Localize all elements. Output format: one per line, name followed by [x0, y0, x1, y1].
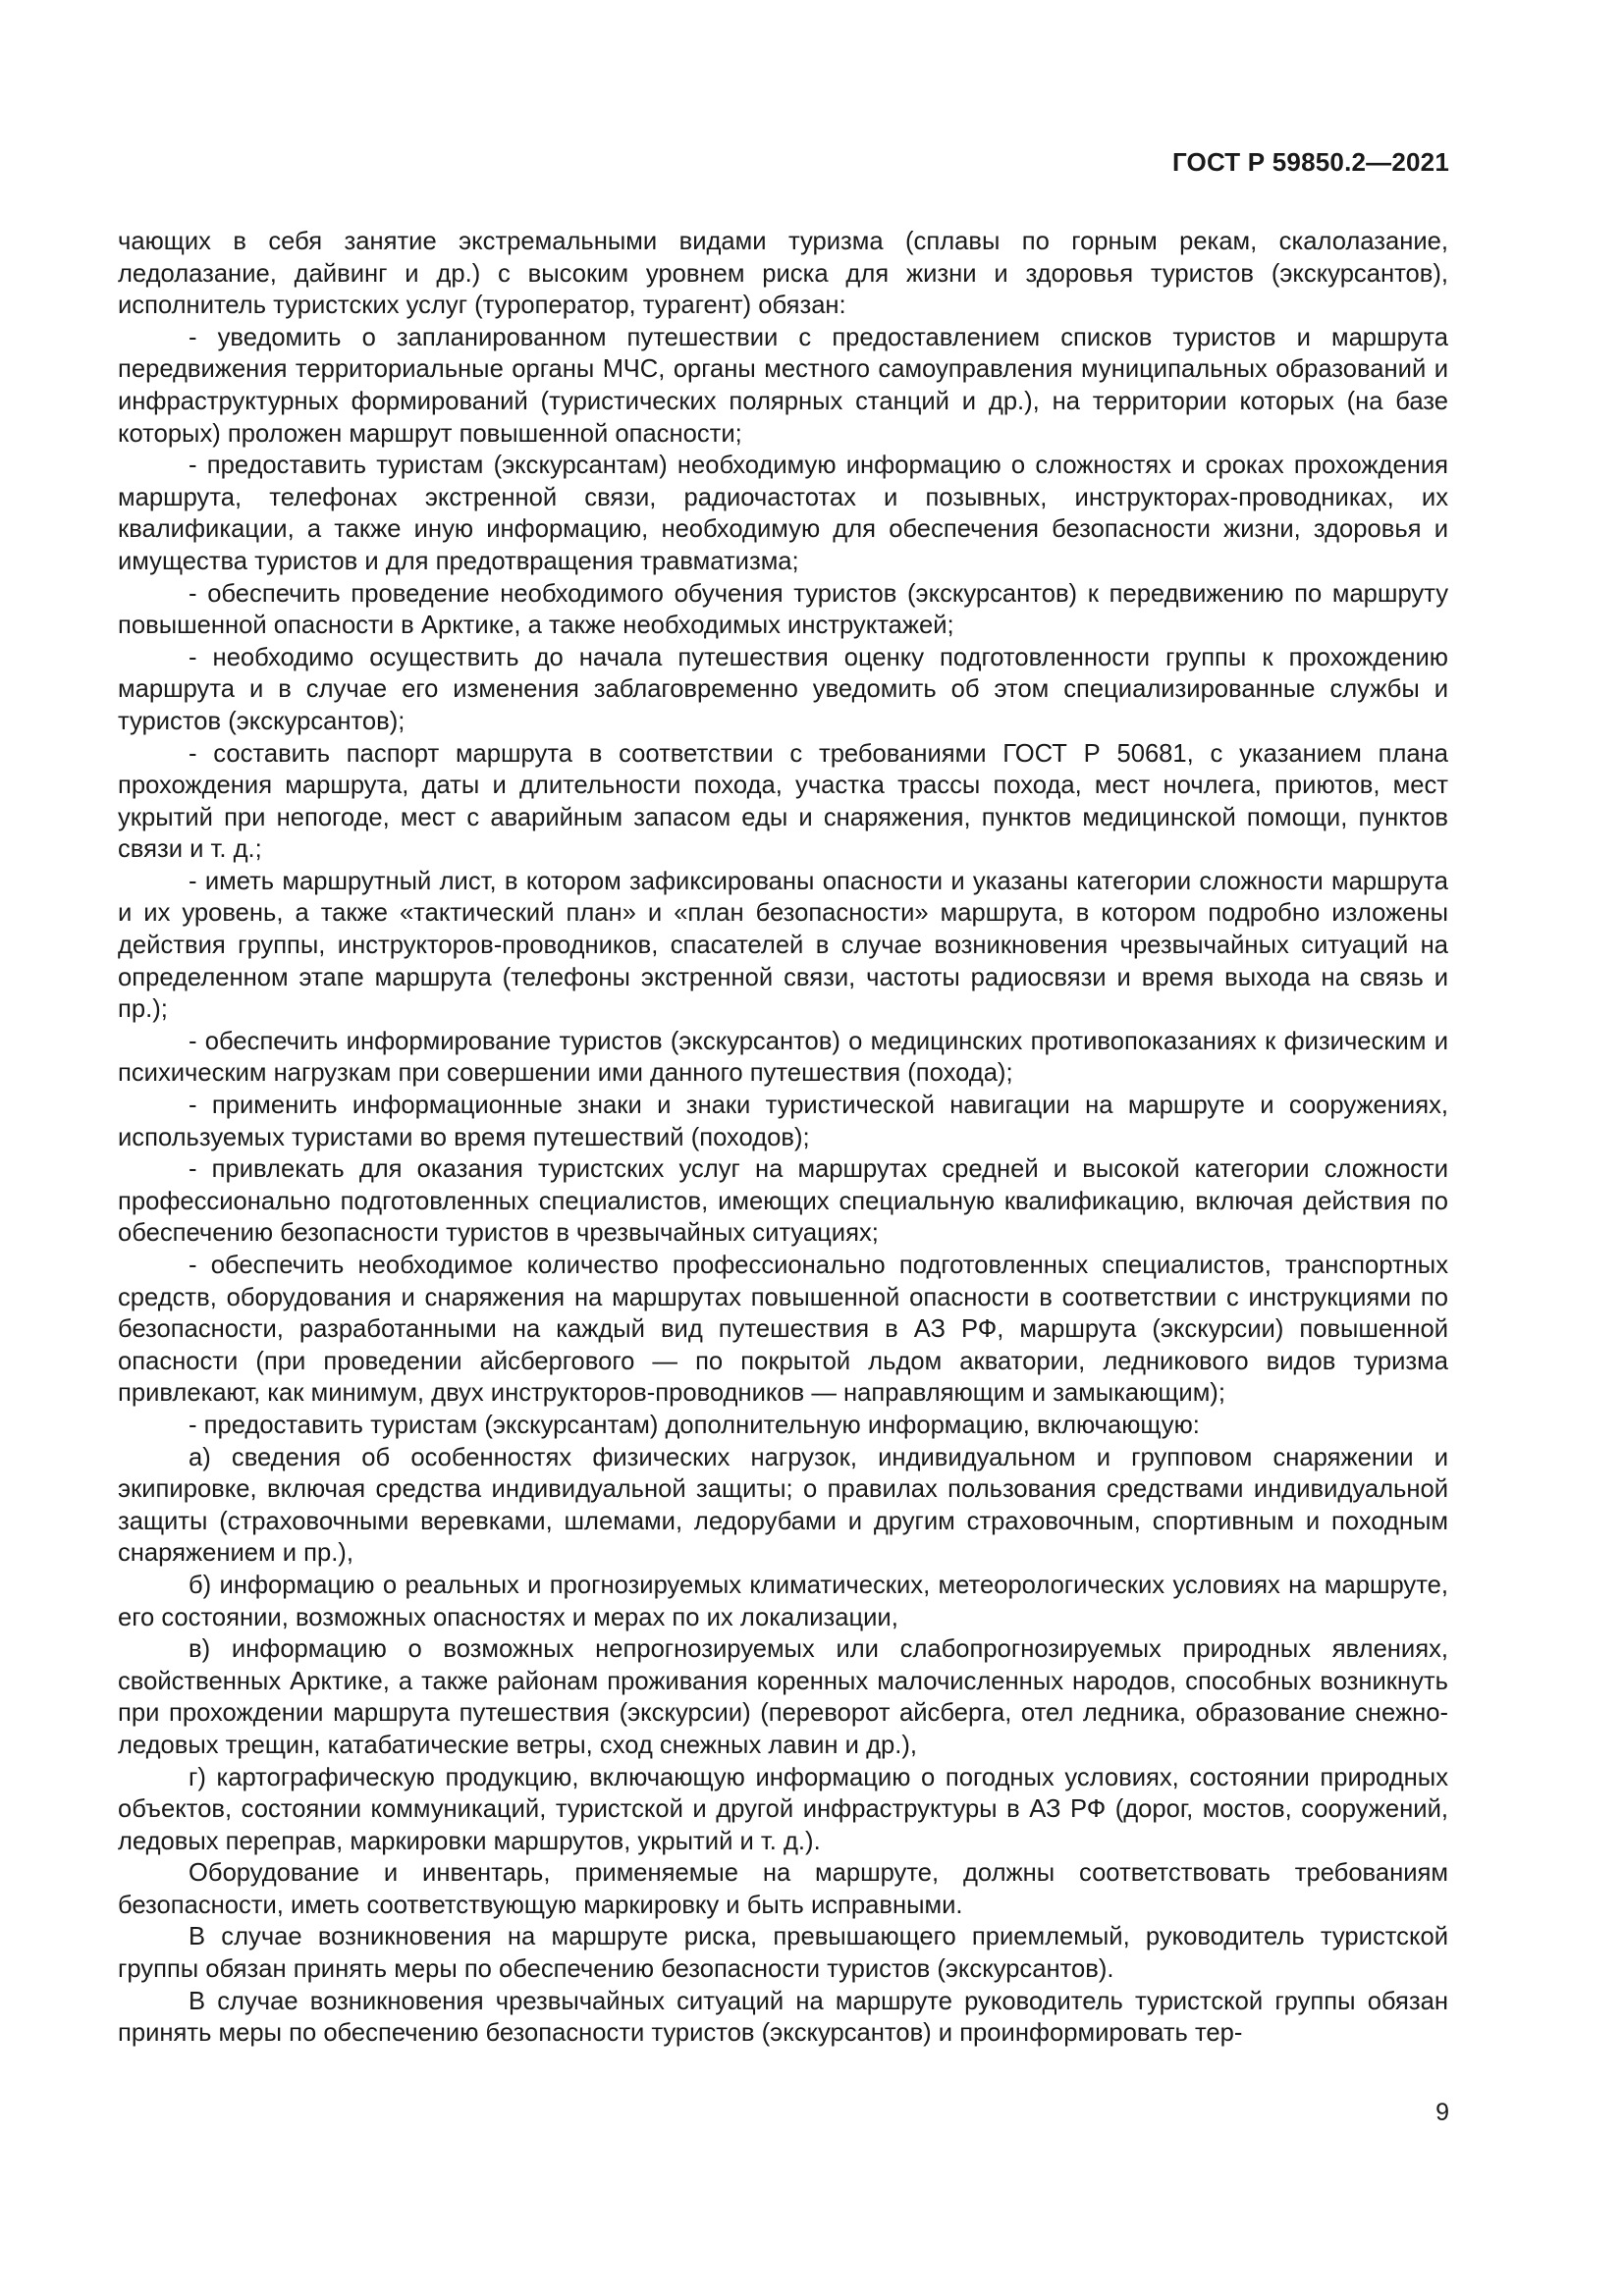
paragraph: В случае возникновения на маршруте риска, превышающего приемлемый, руководитель туристской группы обязан принять меры по обеспечению безопасности туристов (экскурсантов).: [118, 1923, 1448, 1984]
list-item: - предоставить туристам (экскурсантам) дополнительную информацию, включающую:: [189, 1411, 1200, 1439]
page-number: 9: [1435, 2099, 1449, 2126]
list-item: - иметь маршрутный лист, в котором зафиксированы опасности и указаны категории сложности маршрута и их уровень, а также «тактический план» и «план безопасности» маршрута, в котором подробно изложены действия группы, инструкторов-проводников, спасателей в случае возникновения чрезвычайных ситуаций на определенном этапе маршрута (телефоны экстренной связи, частоты радиосвязи и время выхода на связь и пр.);: [118, 867, 1448, 1024]
sub-list-item: в) информацию о возможных непрогнозируемых или слабопрогнозируемых природных явлениях, свойственных Арктике, а также районам проживания коренных малочисленных народов, способных возникнуть при прохождении маршрута путешествия (экскурсии) (переворот айсберга, отел ледника, образование снежно-ледовых трещин, катабатические ветры, сход снежных лавин и др.),: [118, 1635, 1448, 1759]
sub-list-item: г) картографическую продукцию, включающую информацию о погодных условиях, состоянии природных объектов, состоянии коммуникаций, туристской и другой инфраструктуры в АЗ РФ (дорог, мостов, сооружений, ледовых переправ, маркировки маршрутов, укрытий и т. д.).: [118, 1763, 1448, 1855]
paragraph: Оборудование и инвентарь, применяемые на маршруте, должны соответствовать требованиям безопасности, иметь соответствующую маркировку и быть исправными.: [118, 1859, 1448, 1919]
document-body: [118, 226, 1448, 2050]
list-item: - предоставить туристам (экскурсантам) необходимую информацию о сложностях и сроках прохождения маршрута, телефонах экстренной связи, радиочастотах и позывных, инструкторах-проводниках, их квалификации, а также иную информацию, необходимую для обеспечения безопасности жизни, здоровья и имущества туристов и для предотвращения травматизма;: [118, 452, 1448, 575]
paragraph-continuation: чающих в себя занятие экстремальными видами туризма (сплавы по горным рекам, скалолазание, ледолазание, дайвинг и др.) с высоким уровнем риска для жизни и здоровья туристов (экскурсантов), исполнитель туристских услуг (туроператор, турагент) обязан:: [118, 228, 1448, 320]
list-item: - необходимо осуществить до начала путешествия оценку подготовленности группы к прохождению маршрута и в случае его изменения заблаговременно уведомить об этом специализированные службы и туристов (экскурсантов);: [118, 643, 1448, 735]
sub-list-item: а) сведения об особенностях физических нагрузок, индивидуальном и групповом снаряжении и экипировке, включая средства индивидуальной защиты; о правилах пользования средствами индивидуальной защиты (страховочными веревками, шлемами, ледорубами и другим страховочным, спортивным и походным снаряжением и пр.),: [118, 1443, 1448, 1568]
list-item: - обеспечить информирование туристов (экскурсантов) о медицинских противопоказаниях к физическим и психическим нагрузкам при совершении ими данного путешествия (похода);: [118, 1027, 1448, 1088]
paragraph: В случае возникновения чрезвычайных ситуаций на маршруте руководитель туристской группы обязан принять меры по обеспечению безопасности туристов (экскурсантов) и проинформировать тер-: [118, 1987, 1448, 2048]
sub-list-item: б) информацию о реальных и прогнозируемых климатических, метеорологических условиях на маршруте, его состоянии, возможных опасностях и мерах по их локализации,: [118, 1571, 1448, 1631]
list-item: - обеспечить необходимое количество профессионально подготовленных специалистов, транспортных средств, оборудования и снаряжения на маршрутах повышенной опасности в соответствии с инструкциями по безопасности, разработанными на каждый вид путешествия в АЗ РФ, маршрута (экскурсии) повышенной опасности (при проведении айсбергового — по покрытой льдом акватории, ледникового видов туризма привлекают, как минимум, двух инструкторов-проводников — направляющим и замыкающим);: [118, 1252, 1448, 1408]
document-header-standard-id: ГОСТ Р 59850.2—2021: [1171, 147, 1449, 177]
list-item: - применить информационные знаки и знаки туристической навигации на маршруте и сооружениях, используемых туристами во время путешествий (походов);: [118, 1092, 1448, 1151]
list-item: - уведомить о запланированном путешествии с предоставлением списков туристов и маршрута передвижения территориальные органы МЧС, органы местного самоуправления муниципальных образований и инфраструктурных формирований (туристических полярных станций и др.), на территории которых (на базе которых) проложен маршрут повышенной опасности;: [118, 323, 1448, 448]
list-item: - составить паспорт маршрута в соответствии с требованиями ГОСТ Р 50681, с указанием плана прохождения маршрута, даты и длительности похода, участка трассы похода, мест ночлега, приютов, мест укрытий при непогоде, мест с аварийным запасом еды и снаряжения, пунктов медицинской помощи, пунктов связи и т. д.;: [118, 739, 1448, 864]
list-item: - обеспечить проведение необходимого обучения туристов (экскурсантов) к передвижению по маршруту повышенной опасности в Арктике, а также необходимых инструктажей;: [118, 579, 1448, 640]
list-item: - привлекать для оказания туристских услуг на маршрутах средней и высокой категории сложности профессионально подготовленных специалистов, имеющих специальную квалификацию, включая действия по обеспечению безопасности туристов в чрезвычайных ситуациях;: [118, 1155, 1448, 1248]
